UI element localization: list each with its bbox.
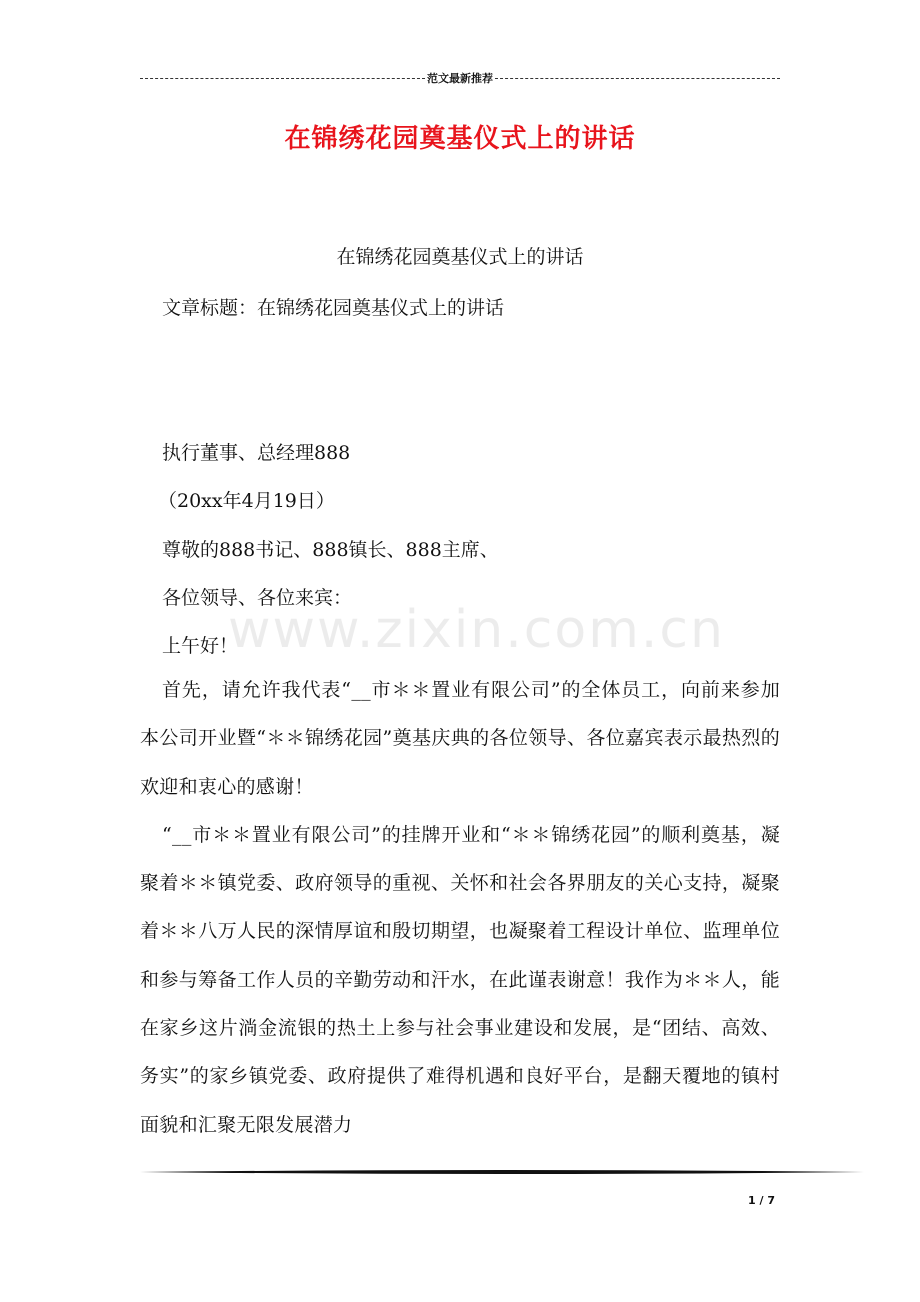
footer-rule [140, 1168, 864, 1176]
paragraph-2: “__市＊＊置业有限公司”的挂牌开业和“＊＊锦绣花园”的顺利奠基，凝聚着＊＊镇党委、政府领导的重视、关怀和社会各界朋友的关心支持，凝聚着＊＊八万人民的深情厚谊和殷切期望，也凝聚着工程设计单位、监理单位和参与筹备工作人员的辛勤劳动和汗水，在此谨表谢意！我作为＊＊人，能在家乡这片淌金流银的热土上参与社会事业建设和发展，是“团结、高效、务实”的家乡镇党委、政府提供了难得机遇和良好平台，是翻天覆地的镇村面貌和汇聚无限发展潜力 [140, 823, 780, 1136]
header-dash-right [495, 78, 780, 79]
greeting-line: 上午好！ [162, 635, 239, 657]
body-text [140, 666, 780, 1149]
page-header [140, 68, 780, 88]
salutation-line-1: 尊敬的888书记、888镇长、888主席、 [162, 539, 499, 561]
watermark: www.zixin.com.cn [228, 600, 725, 660]
article-title-line: 文章标题：在锦绣花园奠基仪式上的讲话 [162, 297, 505, 319]
paragraph-1: 首先，请允许我代表“__市＊＊置业有限公司”的全体员工，向前来参加本公司开业暨“＊＊锦绣花园”奠基庆典的各位领导、各位嘉宾表示最热烈的欢迎和衷心的感谢！ [140, 679, 780, 798]
salutation-line-2: 各位领导、各位来宾： [162, 587, 353, 609]
date-line: （20xx年4月19日） [158, 490, 335, 512]
document-title: 在锦绣花园奠基仪式上的讲话 [284, 124, 636, 154]
speaker-line: 执行董事、总经理888 [162, 442, 351, 464]
header-label: 范文最新推荐 [427, 72, 493, 85]
header-dash-left [140, 78, 425, 79]
page-number: 1 / 7 [748, 1194, 775, 1207]
document-subtitle: 在锦绣花园奠基仪式上的讲话 [336, 246, 584, 268]
